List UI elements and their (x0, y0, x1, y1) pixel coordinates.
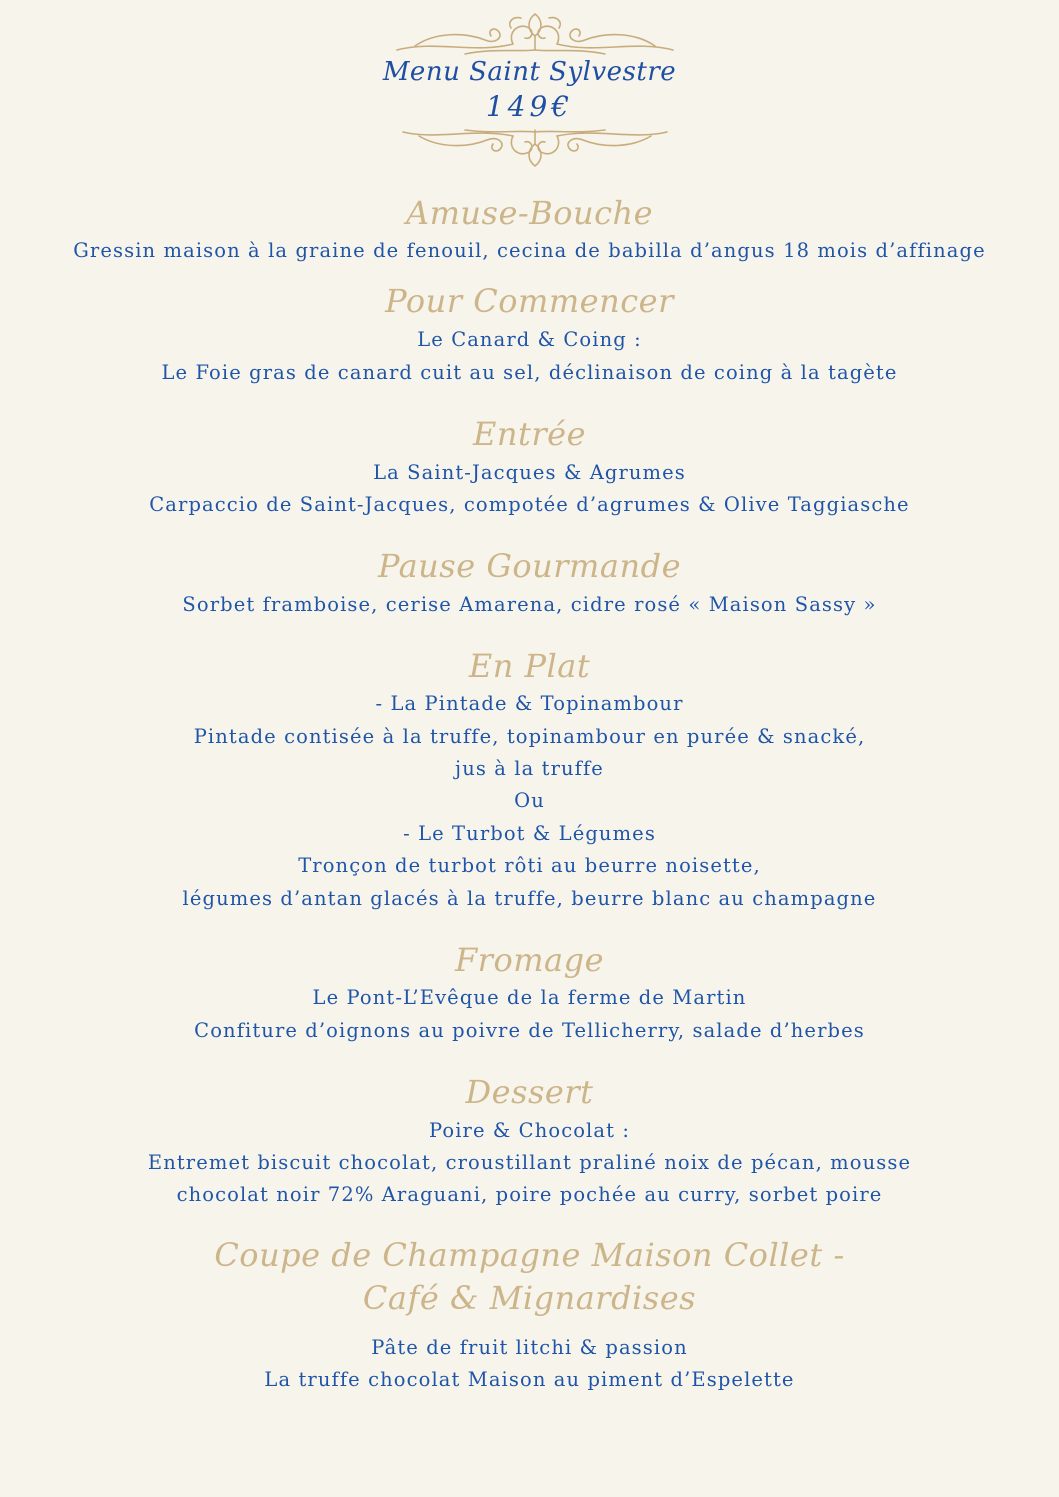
section-heading-entree: Entrée (473, 415, 586, 453)
en-plat-line-5: - Le Turbot & Légumes (403, 822, 656, 845)
pour-commencer-line-1: Le Canard & Coing : (417, 328, 642, 351)
dessert-line-3: chocolat noir 72% Araguani, poire pochée au curry, sorbet poire (176, 1183, 883, 1206)
en-plat-line-6: Tronçon de turbot rôti au beurre noisette, (298, 854, 761, 877)
section-heading-pause-gourmande: Pause Gourmande (378, 547, 681, 585)
bottom-flourish-ornament (395, 126, 675, 168)
fromage-line-1: Le Pont-L’Evêque de la ferme de Martin (312, 986, 747, 1009)
en-plat-line-4: Ou (514, 789, 545, 812)
pour-commencer-line-2: Le Foie gras de canard cuit au sel, déclinaison de coing à la tagète (161, 361, 898, 384)
menu-price: 149€ (485, 90, 574, 123)
mignardises-line-1: Pâte de fruit litchi & passion (371, 1336, 688, 1359)
pause-gourmande-line-1: Sorbet framboise, cerise Amarena, cidre rosé « Maison Sassy » (182, 593, 877, 616)
dessert-line-1: Poire & Chocolat : (428, 1119, 631, 1142)
section-heading-fromage: Fromage (454, 941, 605, 979)
en-plat-line-7: légumes d’antan glacés à la truffe, beurre blanc au champagne (182, 887, 877, 910)
fromage-line-2: Confiture d’oignons au poivre de Tellicherry, salade d’herbes (194, 1019, 865, 1042)
section-heading-amuse-bouche: Amuse-Bouche (405, 194, 654, 232)
section-heading-pour-commencer: Pour Commencer (385, 282, 674, 320)
en-plat-line-3: jus à la truffe (455, 757, 604, 780)
section-heading-dessert: Dessert (465, 1073, 594, 1111)
en-plat-line-2: Pintade contisée à la truffe, topinambour en purée & snacké, (193, 725, 866, 748)
entree-line-2: Carpaccio de Saint-Jacques, compotée d’agrumes & Olive Taggiasche (149, 493, 910, 516)
mignardises-line-2: La truffe chocolat Maison au piment d’Espelette (264, 1368, 795, 1391)
menu-title: Menu Saint Sylvestre (382, 57, 677, 87)
dessert-line-2: Entremet biscuit chocolat, croustillant praliné noix de pécan, mousse (147, 1151, 912, 1174)
top-flourish-ornament (395, 10, 675, 58)
section-heading-champagne-line-1: Coupe de Champagne Maison Collet - (214, 1236, 845, 1274)
section-heading-en-plat: En Plat (468, 647, 591, 685)
entree-line-1: La Saint-Jacques & Agrumes (373, 461, 686, 484)
section-heading-champagne-line-2: Café & Mignardises (362, 1279, 697, 1317)
amuse-bouche-line-1: Gressin maison à la graine de fenouil, cecina de babilla d’angus 18 mois d’affinage (73, 239, 986, 262)
en-plat-line-1: - La Pintade & Topinambour (375, 692, 684, 715)
